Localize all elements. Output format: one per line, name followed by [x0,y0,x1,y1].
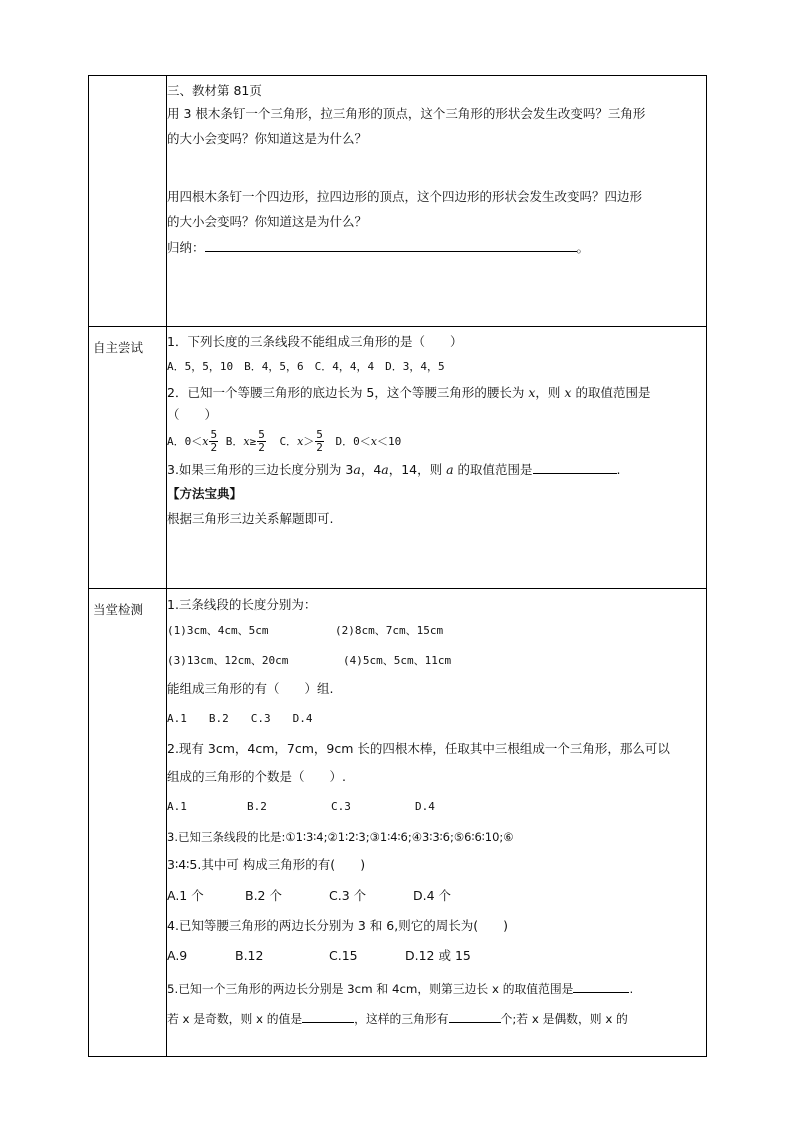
option-d: D．0＜ [335,434,371,448]
q5-count-blank[interactable] [449,1010,501,1023]
q5-text: 个;若 x 是偶数，则 x 的 [500,1012,628,1027]
question-quad-line2: 的大小会变吗？你知道这是为什么？ [167,213,368,229]
question-triangle-line2: 的大小会变吗？你知道这是为什么？ [167,130,368,146]
q3-text: 的取值范围是 [453,461,533,477]
q2-options [167,429,706,455]
section-self-try-label: 自主尝试 [93,340,144,355]
var-x: x [370,434,377,448]
q5-text: 若 x 是奇数，则 x 的值是 [167,1012,303,1027]
check-q1-items-row2 [167,655,706,668]
check-q4-stem: 4.已知等腰三角形的两边长分别为 3 和 6,则它的周长为( ) [167,918,508,934]
var-a: a [353,461,361,477]
q2-paren: （ ） [167,407,218,423]
option: B.12 [235,948,264,964]
option: D.12 或 15 [405,948,471,964]
var-x: x [202,434,209,448]
check-q3-line2: 3∶4∶5.其中可 构成三角形的有( ) [167,857,366,873]
check-q2-options [167,801,706,814]
relation: ＞ [303,434,315,448]
option-c: C． [279,434,298,448]
option: D.4 [415,800,435,814]
q2-text: 的取值范围是 [571,385,651,401]
section-in-class-check-content [167,589,707,1057]
var-a: a [446,461,454,477]
section-textbook [89,76,707,327]
check-q2-line1: 2.现有 3cm，4cm，7cm，9cm 长的四根木棒，任取其中三根组成一个三角形，那么可以 [167,740,670,756]
q5-end: . [629,981,634,996]
q3-answer-blank[interactable] [533,461,617,474]
check-q1-stem: 1.三条线段的长度分别为： [167,597,317,612]
check-q1-options: A.1 B.2 C.3 D.4 [167,712,313,726]
fraction-numerator: 5 [316,428,323,442]
section-in-class-check-label: 当堂检测 [93,602,144,617]
q5-text: 5.已知一个三角形的两边长分别是 3cm 和 4cm，则第三边长 x 的取值范围是 [167,981,574,996]
option-d-rest: ＜10 [377,434,402,448]
q3-text: ，4 [360,461,382,477]
q2-text: ，则 [535,385,565,401]
option: A.9 [167,948,188,964]
fraction-numerator: 5 [210,428,218,442]
fraction-denominator: 2 [258,441,265,455]
section-in-class-check [89,589,707,1057]
q1-stem: 1．下列长度的三条线段不能组成三角形的是（ ） [167,334,463,349]
summary-end: 。 [576,239,590,255]
section-in-class-check-label-cell [89,589,167,1057]
q3-text: ，14，则 [388,461,447,477]
relation: ≥ [249,434,257,448]
item: (1)3cm、4cm、5cm [167,624,269,638]
check-q3-line1: 3.已知三条线段的比是:①1∶3∶4;②1∶2∶3;③1∶4∶6;④3∶3∶6;⑤6∶6∶10;⑥ [167,830,514,845]
option: C.3 [331,800,351,814]
fraction [315,429,324,454]
option: B.2 [247,800,267,814]
section-textbook-content [167,76,707,327]
option: D.4 个 [413,887,452,903]
var-x: x [243,434,250,448]
fraction [257,429,266,454]
worksheet-table [88,75,707,1057]
q3-end: . [616,461,621,477]
q2-text: 2．已知一个等腰三角形的底边长为 5，这个等腰三角形的腰长为 [167,385,529,401]
section-heading: 三、教材第 81页 [167,83,262,98]
option-b: B． [225,434,244,448]
section-self-try-label-cell [89,327,167,589]
summary-line [167,239,706,255]
question-quad-line1: 用四根木条钉一个四边形，拉四边形的顶点，这个四边形的形状会发生改变吗？四边形 [167,189,643,205]
summary-label: 归纳： [167,239,205,255]
check-q4-options [167,949,706,963]
var-x: x [564,385,572,401]
question-triangle-line1: 用 3 根木条钉一个三角形，拉三角形的顶点，这个三角形的形状会发生改变吗？三角形 [167,106,646,122]
section-label [89,76,166,87]
check-q3-options [167,889,706,903]
fraction-denominator: 2 [210,441,218,455]
option: C.15 [329,948,358,964]
option: A.1 [167,800,187,814]
fraction-denominator: 2 [316,441,323,455]
check-q2-line2: 组成的三角形的个数是（ ）. [167,769,346,785]
summary-blank[interactable] [205,239,577,252]
item: (4)5cm、5cm、11cm [343,654,452,668]
method-text: 根据三角形三边关系解题即可. [167,510,334,526]
check-q1-ask: 能组成三角形的有（ ）组. [167,680,334,696]
section-self-try [89,327,707,589]
item: (2)8cm、7cm、15cm [335,624,444,638]
q5-text: ，这样的三角形有 [354,1012,449,1027]
var-x: x [528,385,536,401]
q3-text: 3.如果三角形的三边长度分别为 3 [167,461,354,477]
var-a: a [381,461,389,477]
var-x: x [297,434,304,448]
section-textbook-label [89,76,167,327]
method-title: 【方法宝典】 [167,486,243,502]
q5-range-blank[interactable] [573,980,629,993]
check-q1-items-row1 [167,625,706,638]
q3-stem [167,461,706,477]
option: B.2 个 [245,887,282,903]
option-a: A．0＜ [167,434,203,448]
check-q5-line2 [167,1010,706,1027]
section-self-try-content [167,327,707,589]
q5-odd-value-blank[interactable] [302,1010,354,1023]
option: C.3 个 [329,887,367,903]
fraction [209,429,218,454]
q2-stem [167,386,706,400]
option: A.1 个 [167,887,204,903]
item: (3)13cm、12cm、20cm [167,654,289,668]
check-q5-line1 [167,980,706,997]
fraction-numerator: 5 [258,428,265,442]
q1-options: A．5，5，10 B．4，5，6 C．4，4，4 D．3，4，5 [167,360,445,374]
